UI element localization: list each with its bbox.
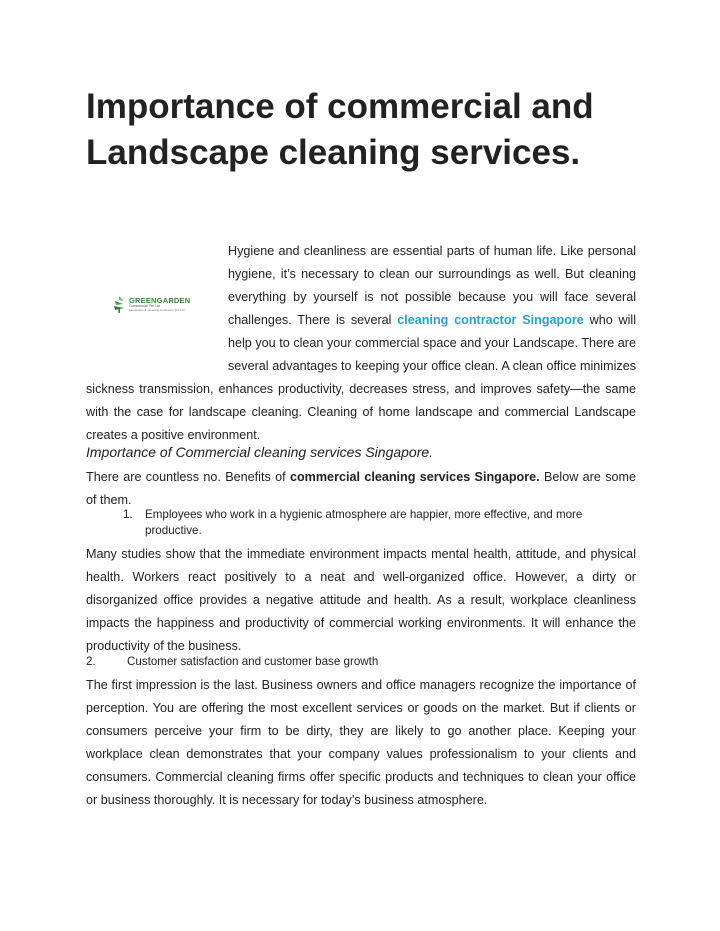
intro-text: Hygiene and cleanliness are essential parts of human life. Like personal hygiene, it’s necessary to clean our surroundings as well. But cleaning everything by yourself is not possible because you will face several challenges. There is several <box>228 244 636 327</box>
benefits-text-end: Below are some of them. <box>86 470 637 507</box>
page-title: Importance of commercial and Landscape cleaning services. <box>86 87 594 172</box>
intro-section <box>86 240 636 447</box>
list-number: 2. <box>86 655 96 668</box>
list-item <box>86 654 636 670</box>
list-item <box>123 507 636 539</box>
benefits-bold-text: commercial cleaning services Singapore. <box>289 470 540 484</box>
benefits-text: There are countless no. Benefits of <box>86 470 290 484</box>
intro-text-continued: who will help you to clean your commercial space and your Landscape. There are several advantages to keeping your office clean. A clean office minimizes sickness transmission, enhances productivity, decreases stress, and improves safety—the same with the case for landscape cleaning. Cleaning of home landscape and commercial Landscape creates a positive environment. <box>86 313 636 442</box>
cleaning-contractor-link[interactable]: cleaning contractor Singapore <box>391 313 584 327</box>
logo-name: GREENGARDEN <box>129 295 191 305</box>
section-subheading: Importance of Commercial cleaning services Singapore. <box>86 444 434 460</box>
benefits-paragraph <box>86 466 636 512</box>
first-impression-paragraph: The first impression is the last. Business owners and office managers recognize the importance of perception. You are offering the most excellent services or goods on the market. But if clients or consumers perceive your firm to be dirty, they are likely to go another place. Keeping your workplace clean demonstrates that your company values professionalism to your clients and consumers. Commercial cleaning firms offer specific products and techniques to clean your office or business thoroughly. It is necessary for today’s business atmosphere. <box>86 678 636 807</box>
logo-subtitle-2: Landscape & Cleaning Contractor Pte Ltd <box>129 307 185 312</box>
list-text: Customer satisfaction and customer base growth <box>127 655 379 668</box>
environment-paragraph: Many studies show that the immediate environment impacts mental health, attitude, and physical health. Workers react positively to a neat and well-organized office. However, a dirty or disorganized office provides a negative attitude and health. As a result, workplace cleanliness impacts the happiness and productivity of commercial working environments. It will enhance the productivity of the business. <box>86 547 636 653</box>
logo-subtitle: Commercial Pte Ltd <box>129 304 160 308</box>
list-text: Employees who work in a hygienic atmosphere are happier, more effective, and more productive. <box>145 508 583 537</box>
list-number: 1. <box>123 508 133 521</box>
